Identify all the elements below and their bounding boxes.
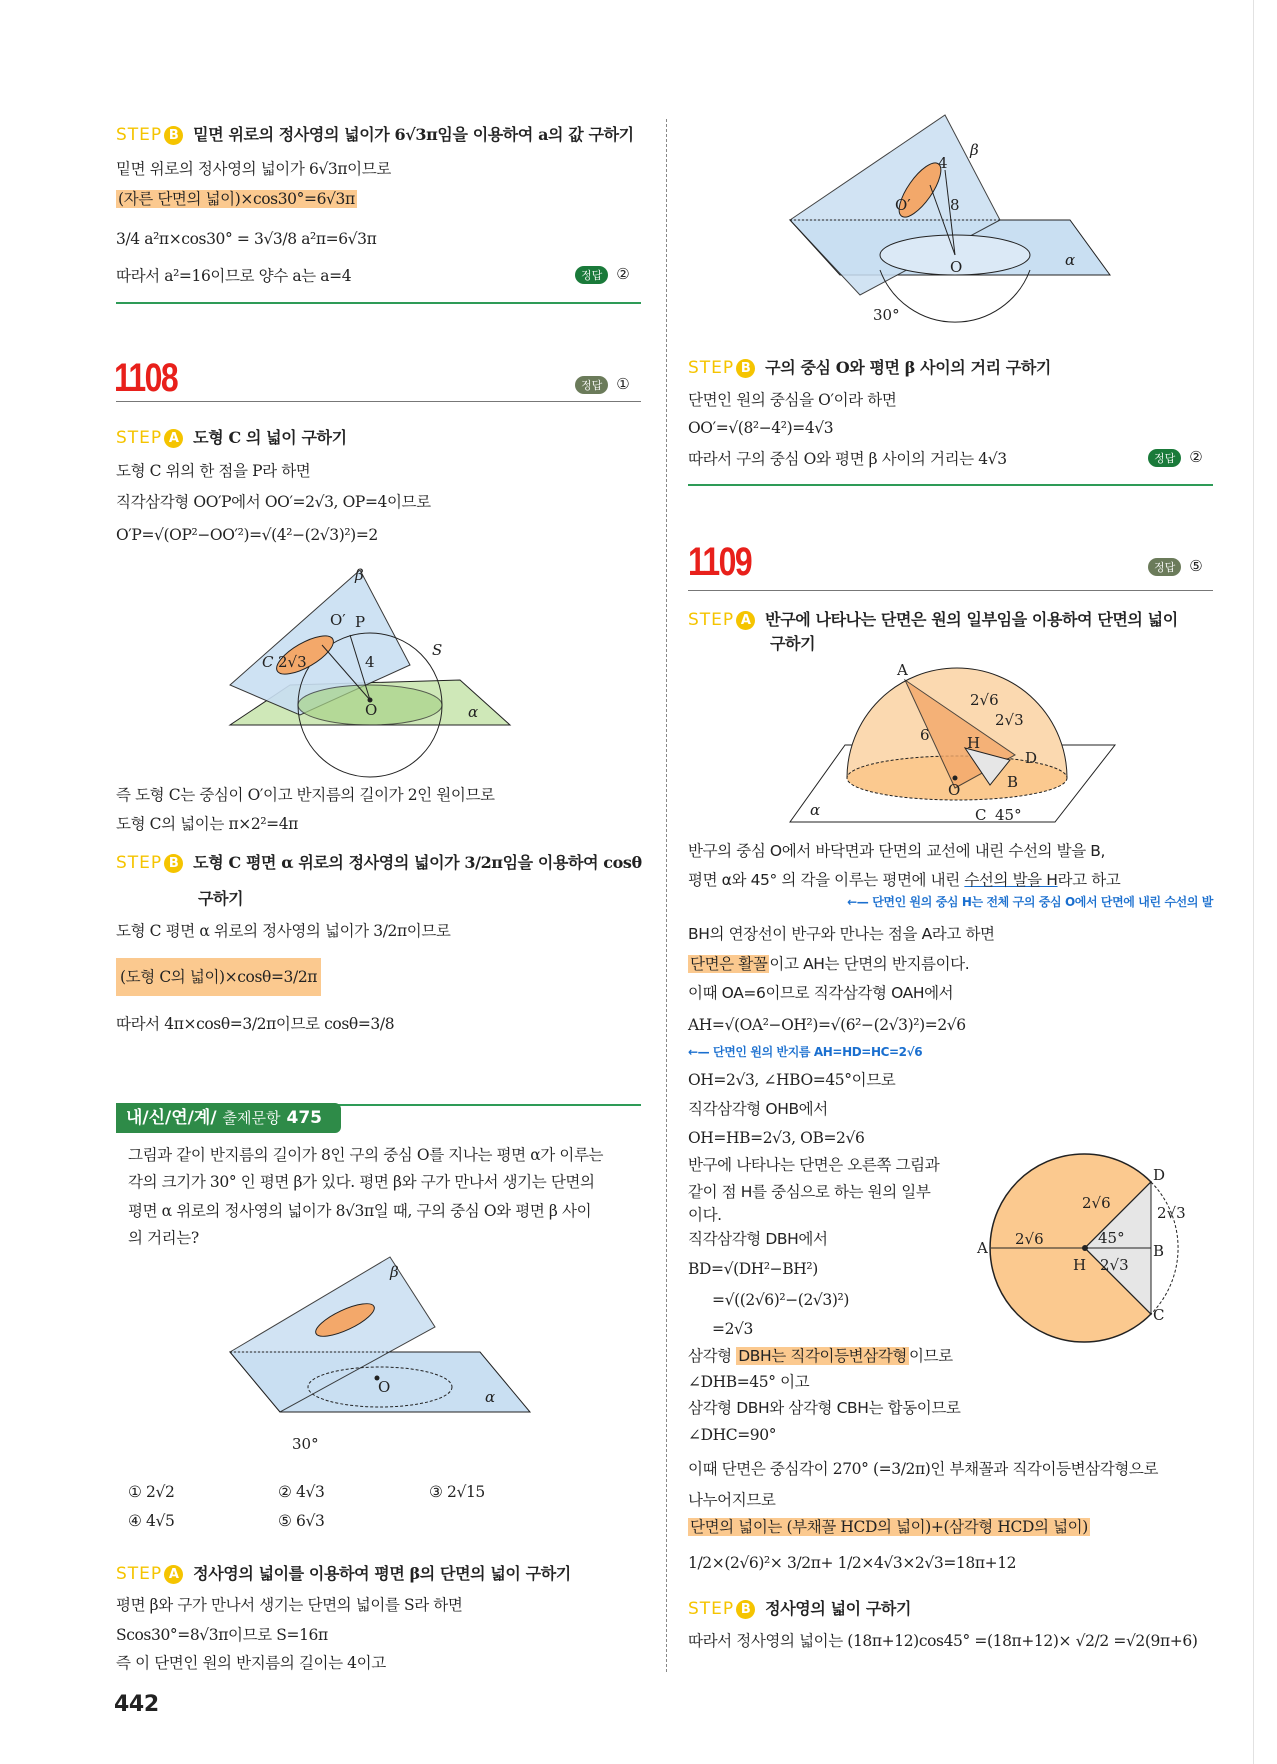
step-b-heading: STEP B 도형 C 평면 α 위로의 정사영의 넓이가 3/2π임을 이용하여 cosθ: [116, 853, 642, 873]
problem-line: 의 거리는?: [128, 1229, 199, 1247]
highlight-line: (자른 단면의 넓이)×cos30°=6√3π: [118, 190, 355, 208]
step-b-heading: STEP B 정사영의 넓이 구하기: [688, 1599, 912, 1619]
text-line: ∠DHB=45° 이고: [688, 1373, 810, 1391]
hemisphere-diagram: [785, 660, 1120, 830]
equation-line: 1/2×(2√6)²× 3/2π+ 1/2×4√3×2√3=18π+12: [688, 1554, 1017, 1572]
text-line: 따라서 구의 중심 O와 평면 β 사이의 거리는 4√3: [688, 450, 1007, 468]
label-angle: 45°: [1098, 1229, 1125, 1247]
page-number: 442: [114, 1692, 159, 1717]
text-line: 삼각형 DBH와 삼각형 CBH는 합동이므로: [688, 1399, 961, 1417]
label-eight: 8: [950, 196, 960, 214]
sector-diagram: [977, 1148, 1215, 1348]
text-line: 단면은 활꼴 이고 AH는 단면의 반지름이다.: [690, 955, 970, 973]
label-angle: 30°: [292, 1435, 319, 1453]
choice-5[interactable]: ⑤ 6√3: [278, 1512, 325, 1530]
label-o: O: [378, 1378, 391, 1396]
label-bd: 2√3: [1157, 1204, 1186, 1222]
choice-1[interactable]: ① 2√2: [128, 1483, 175, 1501]
equation-line: 3/4 a²π×cos30° = 3√3/8 a²π=6√3π: [116, 230, 377, 248]
problem-line: 평면 α 위로의 정사영의 넓이가 8√3π일 때, 구의 중심 O와 평면 β 사이: [128, 1202, 592, 1220]
problem-rule: [116, 401, 641, 402]
label-a: A: [897, 661, 908, 679]
label-o-prime: O′: [895, 196, 911, 214]
problem-number: 1108: [114, 356, 178, 400]
text-line: ∠DHC=90°: [688, 1426, 777, 1444]
text-line: 따라서 4π×cosθ=3/2π이므로 cosθ=3/8: [116, 1015, 395, 1033]
text-line: 도형 C 평면 α 위로의 정사영의 넓이가 3/2π이므로: [116, 922, 451, 940]
text-line: 평면 α와 45° 의 각을 이루는 평면에 내린 수선의 발을 H라고 하고: [688, 871, 1121, 889]
label-alpha: α: [485, 1388, 496, 1406]
label-beta: β: [355, 566, 364, 584]
text-line: 삼각형 DBH는 직각이등변삼각형 이므로: [688, 1347, 953, 1365]
label-c: C: [262, 653, 274, 671]
step-a-heading-cont: 구하기: [770, 634, 816, 653]
step-a-heading: STEP A 정사영의 넓이를 이용하여 평면 β의 단면의 넓이 구하기: [116, 1564, 571, 1584]
label-o-prime: O′: [330, 611, 346, 629]
label-angle: 30°: [873, 306, 900, 324]
text-line: 이때 OA=6이므로 직각삼각형 OAH에서: [688, 984, 954, 1002]
text-line: 반구에 나타나는 단면은 오른쪽 그림과: [688, 1156, 940, 1174]
section-rule: [688, 484, 1213, 486]
equation-line: BD=√(DH²−BH²): [688, 1260, 818, 1278]
label-six: 6: [920, 726, 930, 744]
label-alpha: α: [468, 703, 479, 721]
section-rule: [116, 302, 641, 304]
text-line: OH=HB=2√3, OB=2√6: [688, 1129, 865, 1147]
label-alpha: α: [810, 801, 821, 819]
text-line: 반구의 중심 O에서 바닥면과 단면의 교선에 내린 수선의 발을 B,: [688, 842, 1106, 860]
label-p: P: [355, 613, 366, 631]
text-line: 직각삼각형 DBH에서: [688, 1230, 828, 1248]
label-beta: β: [970, 141, 979, 159]
label-a: A: [977, 1239, 988, 1257]
choice-4[interactable]: ④ 4√5: [128, 1512, 175, 1530]
highlight-box: (도형 C의 넓이)×cosθ=3/2π: [116, 958, 321, 996]
banner-rule: [330, 1104, 641, 1106]
text-line: 평면 β와 구가 만나서 생기는 단면의 넓이를 S라 하면: [116, 1596, 463, 1614]
answer-badge: 정답 ①: [575, 375, 630, 394]
answer-badge: 정답 ⑤: [1148, 557, 1203, 576]
text-line: 직각삼각형 OHB에서: [688, 1100, 828, 1118]
label-d: D: [1153, 1166, 1166, 1184]
label-h: H: [1073, 1256, 1087, 1274]
text-line: 이다.: [688, 1206, 722, 1224]
problem-number: 1109: [688, 540, 752, 584]
label-o: O: [948, 781, 961, 799]
text-line: 즉 도형 C는 중심이 O′이고 반지름의 길이가 2인 원이므로: [116, 786, 495, 804]
label-four: 4: [938, 154, 948, 172]
page-edge: [1253, 0, 1254, 1764]
equation-line: =√((2√6)²−(2√3)²): [712, 1291, 849, 1309]
answer-badge: 정답 ②: [575, 265, 630, 284]
label-beta: β: [390, 1263, 399, 1281]
side-note: ←— 단면인 원의 반지름 AH=HD=HC=2√6: [688, 1045, 923, 1059]
text-line: 도형 C 위의 한 점을 P라 하면: [116, 462, 311, 480]
label-four: 4: [365, 653, 375, 671]
step-a-heading: STEP A 도형 C 의 넓이 구하기: [116, 428, 347, 448]
label-radius-ah: 2√6: [1015, 1230, 1044, 1248]
highlight-line: 단면의 넓이는 (부채꼴 HCD의 넓이)+(삼각형 HCD의 넓이): [690, 1518, 1088, 1536]
label-2root6: 2√6: [970, 691, 999, 709]
label-radius-hd: 2√6: [1082, 1194, 1111, 1212]
answer-badge: 정답 ②: [1148, 448, 1203, 467]
sphere-plane-diagram: [210, 555, 530, 775]
side-note: ←— 단면인 원의 중심 H는 전체 구의 중심 O에서 단면에 내린 수선의 발: [847, 895, 1213, 909]
step-a-heading: STEP A 반구에 나타나는 단면은 원의 일부임을 이용하여 단면의 넓이: [688, 610, 1178, 630]
text-line: 따라서 a²=16이므로 양수 a는 a=4: [116, 267, 352, 285]
step-b-heading: STEP B 밑면 위로의 정사영의 넓이가 6√3π임을 이용하여 a의 값 구하기: [116, 125, 634, 145]
step-b-heading-cont: 구하기: [198, 889, 244, 908]
text-line: BH의 연장선이 반구와 만나는 점을 A라고 하면: [688, 925, 995, 943]
label-d: D: [1025, 749, 1038, 767]
text-line: Scos30°=8√3π이므로 S=16π: [116, 1626, 328, 1644]
problem-rule: [688, 590, 1213, 591]
label-b: B: [1007, 773, 1019, 791]
step-b-heading: STEP B 구의 중심 O와 평면 β 사이의 거리 구하기: [688, 358, 1051, 378]
label-2root3: 2√3: [995, 711, 1024, 729]
text-line: 같이 점 H를 중심으로 하는 원의 일부: [688, 1183, 931, 1201]
label-alpha: α: [1065, 251, 1076, 269]
text-line: 즉 이 단면인 원의 반지름의 길이는 4이고: [116, 1654, 386, 1672]
problem-diagram: [220, 1252, 540, 1462]
equation-line: O′P=√(OP²−OO′²)=√(4²−(2√3)²)=2: [116, 526, 378, 544]
text-line: 단면인 원의 중심을 O′이라 하면: [688, 391, 897, 409]
problem-line: 각의 크기가 30° 인 평면 β가 있다. 평면 β와 구가 만나서 생기는 단면의: [128, 1173, 595, 1191]
label-o: O: [950, 258, 963, 276]
label-b: B: [1153, 1242, 1165, 1260]
equation-line: OO′=√(8²−4²)=4√3: [688, 419, 834, 437]
text-line: 밑면 위로의 정사영의 넓이가 6√3π이므로: [116, 160, 391, 178]
related-problem-banner: 내/신/연/계/ 출제문항 475: [116, 1103, 341, 1133]
equation-line: 따라서 정사영의 넓이는 (18π+12)cos45° =(18π+12)× √2/2 =√2(9π+6): [688, 1632, 1198, 1650]
label-o: O: [365, 701, 378, 719]
text-line: 나누어지므로: [688, 1491, 776, 1509]
label-hb: 2√3: [1100, 1256, 1129, 1274]
text-line: 도형 C의 넓이는 π×2²=4π: [116, 815, 298, 833]
choice-2[interactable]: ② 4√3: [278, 1483, 325, 1501]
equation-line: AH=√(OA²−OH²)=√(6²−(2√3)²)=2√6: [688, 1016, 966, 1034]
equation-line: =2√3: [712, 1320, 753, 1338]
label-s: S: [432, 641, 443, 659]
problem-line: 그림과 같이 반지름의 길이가 8인 구의 중심 O를 지나는 평면 α가 이루는: [128, 1146, 604, 1164]
sphere-30deg-diagram: [770, 110, 1120, 345]
label-c: C: [1153, 1306, 1165, 1324]
label-c: C: [975, 806, 987, 824]
text-line: OH=2√3, ∠HBO=45°이므로: [688, 1071, 896, 1089]
column-divider: [666, 119, 667, 1672]
label-radius: 2√3: [278, 653, 307, 671]
choice-3[interactable]: ③ 2√15: [429, 1483, 485, 1501]
label-h: H: [967, 734, 981, 752]
text-line: 직각삼각형 OO′P에서 OO′=2√3, OP=4이므로: [116, 493, 431, 511]
text-line: 이때 단면은 중심각이 270° (=3/2π)인 부채꼴과 직각이등변삼각형으로: [688, 1460, 1159, 1478]
label-angle: 45°: [995, 806, 1022, 824]
